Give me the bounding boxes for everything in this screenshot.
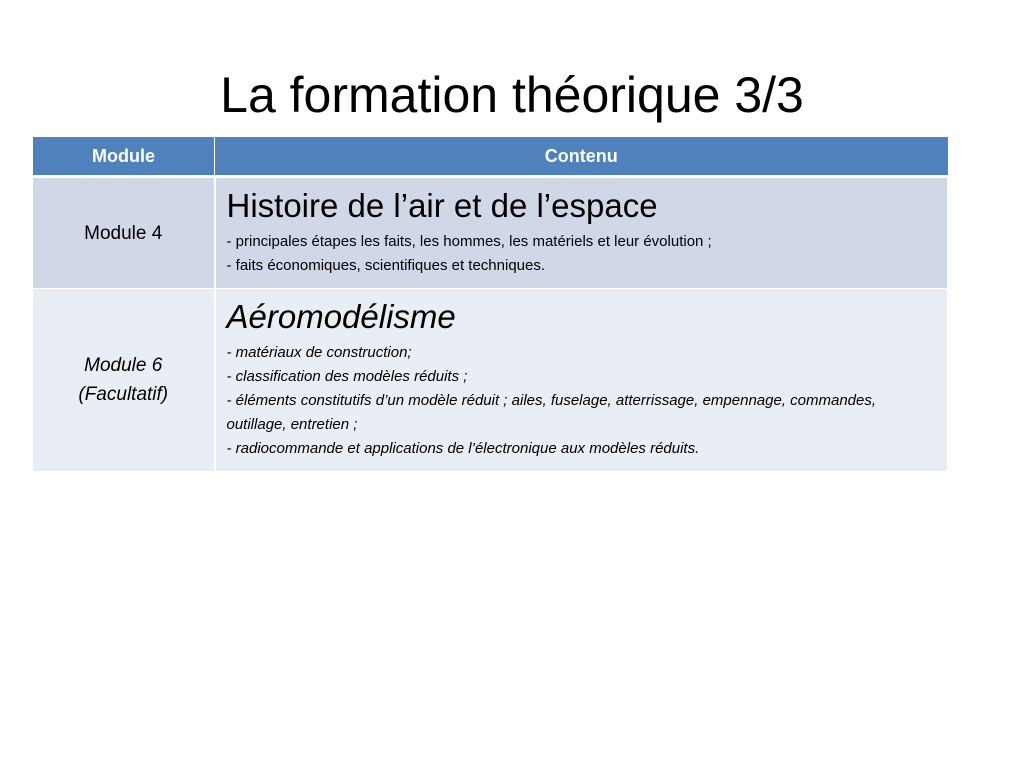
content-line: - matériaux de construction; [226,344,412,361]
module-cell [33,177,215,289]
table-row [33,289,949,472]
module-note: (Facultatif) [78,384,169,405]
module-cell [33,289,215,472]
header-module: Module [33,137,215,177]
header-content: Contenu [215,137,949,177]
content-line: - classification des modèles réduits ; [226,368,468,385]
module-name: Module 6 [84,355,163,376]
content-line: - radiocommande et applications de l’électronique aux modèles réduits. [226,440,700,457]
content-line: - principales étapes les faits, les hommes, les matériels et leur évolution ; [226,233,712,250]
table-header-row [33,137,949,177]
content-table [32,136,949,472]
content-heading: Aéromodélisme [226,298,456,335]
content-cell [215,177,949,289]
slide-title: La formation théorique 3/3 [220,67,804,123]
content-heading: Histoire de l’air et de l’espace [226,187,658,224]
content-line: - éléments constitutifs d’un modèle réduit ; ailes, fuselage, atterrissage, empennage, commandes, outillage, entretien ; [226,392,877,433]
module-name: Module 4 [84,222,163,244]
content-cell [215,289,949,472]
table-row [33,177,949,289]
content-line: - faits économiques, scientifiques et techniques. [226,257,546,274]
